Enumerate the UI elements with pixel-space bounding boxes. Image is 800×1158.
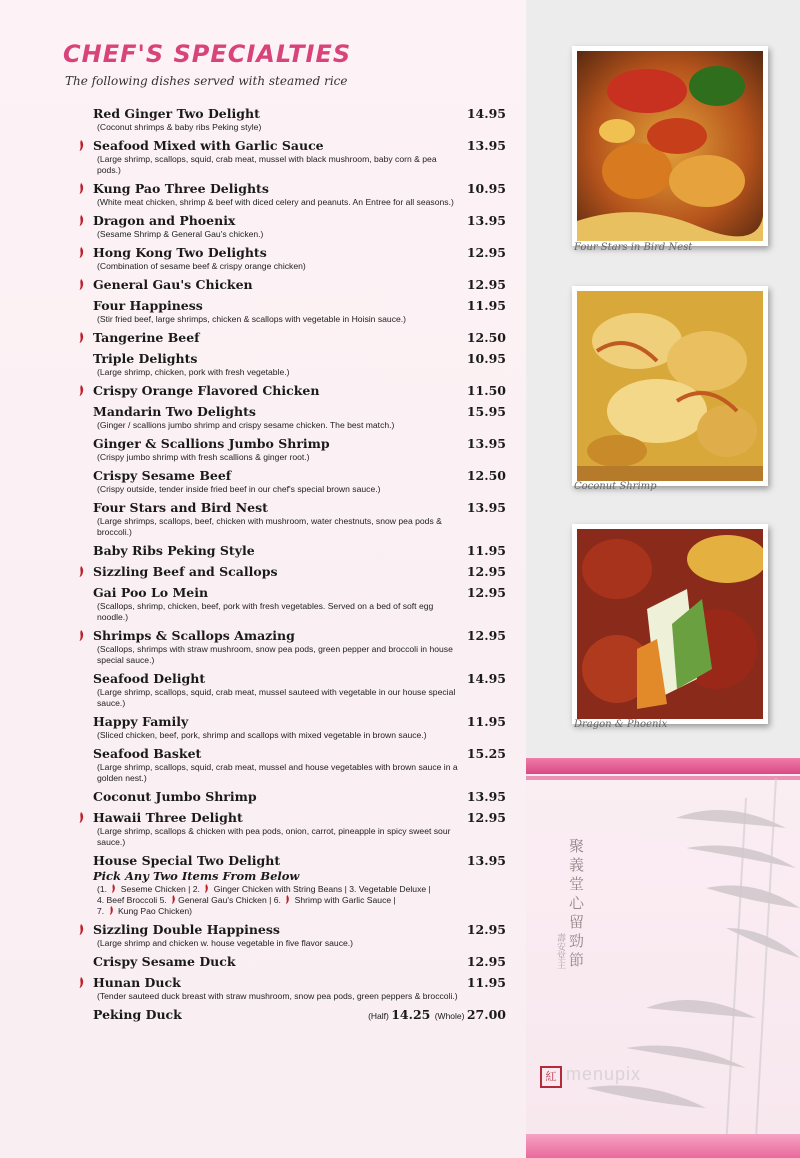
- photo-caption: Four Stars in Bird Nest: [574, 242, 693, 253]
- menu-item-list: [0, 105, 526, 1027]
- spicy-pepper-icon: [79, 247, 84, 258]
- menu-item: [0, 788, 526, 805]
- menu-item: [0, 713, 526, 741]
- menu-item: [0, 105, 526, 133]
- menu-item-name: Seafood Basket: [93, 746, 202, 761]
- menu-item-description: (Scallops, shrimps with straw mushroom, snow pea pods, green pepper and broccoli in house special sauce.): [97, 644, 453, 665]
- menu-item-name: Crispy Orange Flavored Chicken: [93, 383, 320, 398]
- menu-item-name: General Gau's Chicken: [93, 277, 253, 292]
- menu-item-price: 13.95: [466, 789, 506, 804]
- menu-item: [0, 467, 526, 495]
- spicy-pepper-icon: [171, 895, 176, 904]
- menu-item-price: 13.95: [466, 500, 506, 515]
- menu-item: [0, 584, 526, 623]
- menu-item-price: 12.95: [466, 628, 506, 643]
- menu-item-name: Hawaii Three Delight: [93, 810, 243, 825]
- menu-item-price: 15.25: [466, 746, 506, 761]
- menu-item-description: (Crispy jumbo shrimp with fresh scallions & ginger root.): [97, 452, 310, 462]
- menu-item-price: 12.95: [466, 585, 506, 600]
- menu-item-name: Shrimps & Scallops Amazing: [93, 628, 295, 643]
- menu-item-price: 12.50: [466, 468, 506, 483]
- menu-item-description: (Combination of sesame beef & crispy orange chicken): [97, 261, 306, 271]
- spicy-pepper-icon: [109, 906, 114, 915]
- side-panel: [526, 0, 800, 1158]
- menu-item-price: 13.95: [466, 213, 506, 228]
- calligraphy-signature: 壽安堂主: [555, 933, 565, 969]
- pink-band-bottom: [526, 1134, 800, 1158]
- photo-coconut-shrimp: [572, 286, 768, 486]
- photo-four-stars-bird-nest: [572, 46, 768, 246]
- spicy-pepper-icon: [79, 977, 84, 988]
- menu-item: [0, 809, 526, 848]
- menu-item-house-special: [0, 852, 526, 917]
- menu-item-description: (Tender sauteed duck breast with straw mushroom, snow pea pods, green peppers & broccoli.): [97, 991, 458, 1001]
- menu-item-name: Gai Poo Lo Mein: [93, 585, 209, 600]
- menu-item: [0, 276, 526, 293]
- menu-item-description: (Large shrimp, scallops & chicken with pea pods, onion, carrot, pineapple in spicy sweet sour sauce.): [97, 826, 451, 847]
- menu-item: [0, 297, 526, 325]
- spicy-pepper-icon: [285, 895, 290, 904]
- menu-item-peking-duck: [0, 1006, 526, 1023]
- menu-item-description: (Large shrimp and chicken w. house vegetable in five flavor sauce.): [97, 938, 354, 948]
- menu-item: [0, 745, 526, 784]
- menu-item: [0, 974, 526, 1002]
- menu-item-description: (Large shrimp, scallops, squid, crab meat, mussel with black mushroom, baby corn & pea pods.): [97, 154, 437, 175]
- menu-item-name: Kung Pao Three Delights: [93, 181, 269, 196]
- menu-item-price: 10.95: [466, 351, 506, 366]
- menu-item-name: Hunan Duck: [93, 975, 181, 990]
- spicy-pepper-icon: [111, 884, 116, 893]
- menu-item-name: Coconut Jumbo Shrimp: [93, 789, 257, 804]
- menu-item-price: 11.95: [466, 298, 506, 313]
- dish-photo-image: [577, 291, 763, 481]
- menu-item-name: Mandarin Two Delights: [93, 404, 256, 419]
- menu-item-name: Sizzling Beef and Scallops: [93, 564, 278, 579]
- menu-item-price: 11.95: [466, 714, 506, 729]
- house-special-options: (1. Seseme Chicken | 2. Ginger Chicken with String Beans | 3. Vegetable Deluxe | 4. Beef Broccoli 5. General Gau's Chicken | 6. Shrimp with Garlic Sauce | 7. Kung Pao Chicken): [97, 884, 431, 916]
- menu-item-name: Seafood Mixed with Garlic Sauce: [93, 138, 324, 153]
- spicy-pepper-icon: [79, 183, 84, 194]
- menu-item-description: (Coconut shrimps & baby ribs Peking style): [97, 122, 262, 132]
- menu-item-description: (Sliced chicken, beef, pork, shrimp and scallops with mixed vegetable in brown sauce.): [97, 730, 427, 740]
- menu-item-price: 10.95: [466, 181, 506, 196]
- bamboo-art-panel: [526, 758, 800, 1158]
- menu-item-name: Peking Duck: [93, 1007, 182, 1022]
- menu-item-name: Triple Delights: [93, 351, 198, 366]
- menu-item-description: (Large shrimp, chicken, pork with fresh vegetable.): [97, 367, 290, 377]
- photo-caption: Coconut Shrimp: [574, 481, 657, 492]
- menu-item-price: 12.95: [466, 564, 506, 579]
- menu-item-name: Ginger & Scallions Jumbo Shrimp: [93, 436, 330, 451]
- menu-item-name: Crispy Sesame Duck: [93, 954, 236, 969]
- page-subtitle: The following dishes served with steamed rice: [65, 74, 348, 88]
- menu-item-name: Four Stars and Bird Nest: [93, 500, 268, 515]
- menu-item: [0, 542, 526, 559]
- menu-item-price: 12.95: [466, 922, 506, 937]
- menu-item-price: 11.50: [466, 383, 506, 398]
- menu-item-description: (Large shrimp, scallops, squid, crab meat, mussel sauteed with vegetable in our house special sauce.): [97, 687, 456, 708]
- photo-dragon-phoenix: [572, 524, 768, 724]
- menu-item-price: 11.95: [466, 543, 506, 558]
- menu-item-price: 13.95: [466, 436, 506, 451]
- spicy-pepper-icon: [79, 630, 84, 641]
- menu-item-name: Dragon and Phoenix: [93, 213, 236, 228]
- calligraphy-text: 聚義堂心留勁節: [567, 838, 585, 971]
- menu-item-name: Sizzling Double Happiness: [93, 922, 280, 937]
- spicy-pepper-icon: [79, 812, 84, 823]
- menu-item: [0, 435, 526, 463]
- spicy-pepper-icon: [79, 332, 84, 343]
- menu-item-price: 12.95: [466, 954, 506, 969]
- dish-photo-image: [577, 51, 763, 241]
- menu-item-name: Tangerine Beef: [93, 330, 200, 345]
- menu-item: [0, 403, 526, 431]
- menu-item-price: 13.95: [466, 138, 506, 153]
- menu-item-description: (Large shrimp, scallops, squid, crab meat, mussel and house vegetables with brown sauce in a golden nest.): [97, 762, 458, 783]
- menu-item-name: House Special Two Delight: [93, 853, 281, 868]
- menu-item-description: (Large shrimps, scallops, beef, chicken with mushroom, water chestnuts, snow pea pods & broccoli.): [97, 516, 442, 537]
- spicy-pepper-icon: [79, 279, 84, 290]
- menu-item-description: (Crispy outside, tender inside fried beef in our chef's special brown sauce.): [97, 484, 381, 494]
- menu-item-name: Happy Family: [93, 714, 189, 729]
- page-title: CHEF'S SPECIALTIES: [63, 40, 352, 68]
- menu-item: [0, 212, 526, 240]
- menu-item: [0, 137, 526, 176]
- menu-item-name: Baby Ribs Peking Style: [93, 543, 255, 558]
- menu-item-price: 12.95: [466, 810, 506, 825]
- menu-item: [0, 670, 526, 709]
- spicy-pepper-icon: [79, 566, 84, 577]
- dish-photo-image: [577, 529, 763, 719]
- menu-item-price: 13.95: [466, 853, 506, 868]
- menu-item: [0, 382, 526, 399]
- menu-item-description: (Stir fried beef, large shrimps, chicken & scallops with vegetable in Hoisin sauce.): [97, 314, 407, 324]
- menu-item: [0, 627, 526, 666]
- menu-item-name: Four Happiness: [93, 298, 203, 313]
- menu-item: [0, 499, 526, 538]
- menu-item: [0, 244, 526, 272]
- menu-item-price: 14.95: [466, 671, 506, 686]
- spicy-pepper-icon: [204, 884, 209, 893]
- menu-item-description: (Ginger / scallions jumbo shrimp and crispy sesame chicken. The best match.): [97, 420, 395, 430]
- menu-item-description: (Scallops, shrimp, chicken, beef, pork with fresh vegetables. Served on a bed of soft egg noodle.): [97, 601, 434, 622]
- spicy-pepper-icon: [79, 385, 84, 396]
- spicy-pepper-icon: [79, 924, 84, 935]
- menu-item-price: 14.95: [466, 106, 506, 121]
- menu-item-price: 12.95: [466, 245, 506, 260]
- photo-caption: Dragon & Phoenix: [574, 719, 668, 730]
- menu-item: [0, 350, 526, 378]
- menu-item-price: 15.95: [466, 404, 506, 419]
- menu-item-price: 11.95: [466, 975, 506, 990]
- menu-item-price: 12.95: [466, 277, 506, 292]
- menu-item: [0, 953, 526, 970]
- watermark-text: menupix: [566, 1064, 642, 1084]
- menu-item: [0, 180, 526, 208]
- menu-item-name: Hong Kong Two Delights: [93, 245, 267, 260]
- spicy-pepper-icon: [79, 140, 84, 151]
- menu-item-name: Red Ginger Two Delight: [93, 106, 260, 121]
- menu-item-name: Seafood Delight: [93, 671, 206, 686]
- pick-two-heading: Pick Any Two Items From Below: [93, 869, 300, 883]
- red-seal-stamp: 紅: [540, 1066, 562, 1088]
- menu-item: [0, 329, 526, 346]
- menu-item-name: Crispy Sesame Beef: [93, 468, 232, 483]
- menu-item: [0, 563, 526, 580]
- menu-item-price: 12.50: [466, 330, 506, 345]
- menu-item-description: (White meat chicken, shrimp & beef with diced celery and peanuts. An Entree for all seasons.): [97, 197, 454, 207]
- spicy-pepper-icon: [79, 215, 84, 226]
- menu-item-description: (Sesame Shrimp & General Gau's chicken.): [97, 229, 264, 239]
- menu-item: [0, 921, 526, 949]
- menu-item-price-half-whole: (Half) 14.25 (Whole) 27.00: [368, 1007, 506, 1022]
